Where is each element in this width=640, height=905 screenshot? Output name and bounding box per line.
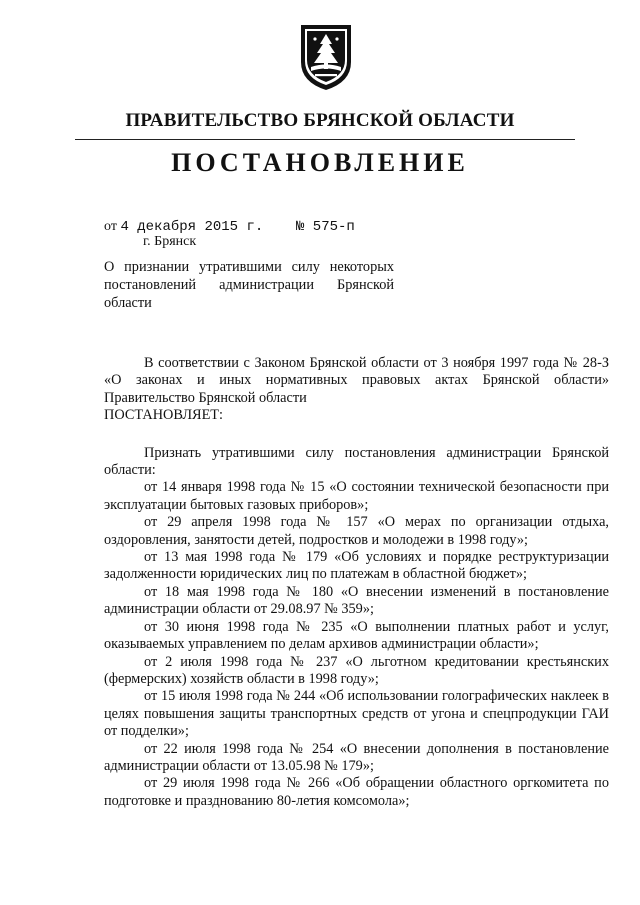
list-item: от 22 июля 1998 года № 254 «О внесении дополнения в постановление администрации области от 13.05.98 № 179»; [104,740,609,774]
document-city: г. Брянск [143,234,197,249]
list-item: от 18 мая 1998 года № 180 «О внесении изменений в постановление администрации области от 29.08.97 № 359»; [104,583,609,618]
list-item: от 29 июля 1998 года № 266 «Об обращении областного оргкомитета по подготовке и празднованию 80-летия комсомола»; [104,775,609,809]
header-divider [75,139,575,140]
list-item: от 13 мая 1998 года № 179 «Об условиях и порядке реструктуризации задолженности юридических лиц по платежам в областной бюджет»; [104,549,609,583]
list-item: от 2 июля 1998 года № 237 «О льготном кредитовании крестьянских (фермерских) хозяйств области в 1998 году»; [104,653,609,687]
date-prefix: от [104,219,117,234]
document-date: 4 декабря 2015 г. [120,219,264,235]
document-subject: О признании утратившими силу некоторых постановлений администрации Брянской области [104,259,394,311]
organization-title: ПРАВИТЕЛЬСТВО БРЯНСКОЙ ОБЛАСТИ [125,110,515,131]
intro-paragraph: Признать утратившими силу постановления администрации Брянской области: [104,444,609,479]
list-item: от 14 января 1998 года № 15 «О состоянии технической безопасности при эксплуатации бытовых газовых приборов»; [104,479,609,513]
document-date-line [104,219,263,235]
paragraph-gap [104,425,609,445]
preamble-paragraph: В соответствии с Законом Брянской области от 3 ноября 1997 года № 28-З «О законах и иных нормативных правовых актах Брянской области» Правительство Брянской области [104,355,609,406]
list-item: от 15 июля 1998 года № 244 «Об использовании голографических наклеек в целях повышения защиты транспортных средств от угона и спецпродукции ГАИ от подделки»; [104,688,609,740]
bryansk-coat-of-arms-emblem [297,22,355,92]
resolves-heading: ПОСТАНОВЛЯЕТ: [104,407,224,424]
document-body [104,355,609,810]
document-number: № 575-п [296,219,355,235]
list-item: от 30 июня 1998 года № 235 «О выполнении платных работ и услуг, оказываемых управлением по делам архивов администрации области»; [104,618,609,653]
document-type-title: ПОСТАНОВЛЕНИЕ [171,148,469,177]
repealed-acts-list [104,479,609,810]
list-item: от 29 апреля 1998 года № 157 «О мерах по организации отдыха, оздоровления, занятости детей, подростков и молодежи в 1998 году»; [104,514,609,548]
